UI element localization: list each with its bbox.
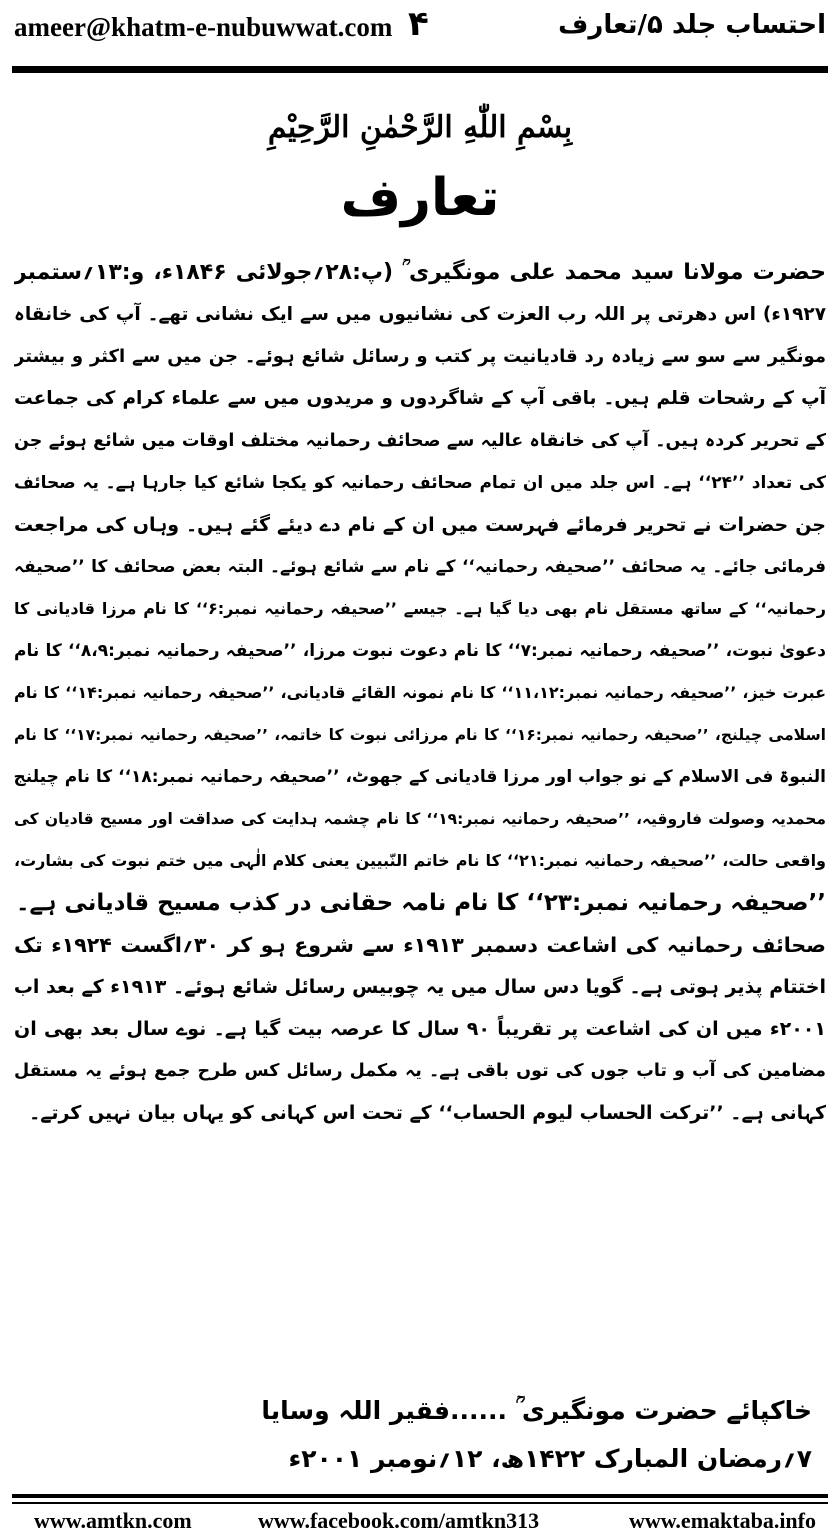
footer-link-emaktaba[interactable]: www.emaktaba.info	[628, 1508, 816, 1533]
footer-link-facebook[interactable]: www.facebook.com/amtkn313	[258, 1508, 540, 1533]
signature-date: ۷؍رمضان المبارک ۱۴۲۲ھ، ۱۲؍نومبر ۲۰۰۱ء	[288, 1444, 812, 1473]
body-line: کی تعداد ’’۲۴‘‘ ہے۔ اس جلد میں ان تمام صحائف رحمانیہ کو یکجا شائع کیا جارہا ہے۔ یہ صحائف	[14, 473, 826, 493]
header-book-title: احتساب جلد ۵/تعارف	[558, 10, 826, 40]
body-line: محمدیہ وصولت فاروقیہ، ’’صحیفہ رحمانیہ نمبر:۱۹‘‘ کا نام چشمہ ہدایت کی صداقت اور مسیح قادیان کی	[14, 810, 826, 828]
body-line: واقعی حالت، ’’صحیفہ رحمانیہ نمبر:۲۱‘‘ کا نام خاتم النّبیین یعنی کلام الٰہی میں ختم نبوت کی بشارت،	[14, 851, 826, 870]
body-line: صحائف رحمانیہ کی اشاعت دسمبر ۱۹۱۳ء سے شروع ہو کر ۳۰؍اگست ۱۹۲۴ء تک	[14, 933, 826, 957]
body-line: ۲۰۰۱ء میں ان کی اشاعت پر تقریباً ۹۰ سال کا عرصہ بیت گیا ہے۔ نوے سال بعد بھی ان	[14, 1018, 826, 1040]
header-email: ameer@khatm-e-nubuwwat.com	[14, 12, 393, 42]
footer-link-amtkn[interactable]: www.amtkn.com	[34, 1508, 192, 1533]
page-number: ۴	[408, 4, 429, 44]
body-line: دعویٰ نبوت، ’’صحیفہ رحمانیہ نمبر:۷‘‘ کا نام دعوت نبوت مرزا، ’’صحیفہ رحمانیہ نمبر:۸،۹‘‘ کا نام	[14, 641, 826, 661]
date-line	[0, 1444, 826, 1473]
body-line: ’’صحیفہ رحمانیہ نمبر:۲۳‘‘ کا نام نامہ حقانی در کذب مسیح قادیانی ہے۔	[15, 890, 826, 916]
footer-rule-thin	[12, 1502, 828, 1504]
body-line: مونگیر سے سو سے زیادہ رد قادیانیت پر کتب و رسائل شائع ہوئے۔ جن میں سے اکثر و بیشتر	[14, 346, 826, 367]
body-line: رحمانیہ‘‘ کے ساتھ مستقل نام بھی دیا گیا ہے۔ جیسے ’’صحیفہ رحمانیہ نمبر:۶‘‘ کا نام مرزا قادیانی کا	[14, 599, 826, 618]
body-line: کے تحریر کردہ ہیں۔ آپ کی خانقاہ عالیہ سے صحائف رحمانیہ مختلف اوقات میں شائع ہوئے جن	[14, 431, 826, 451]
body-line: آپ کے رشحات قلم ہیں۔ باقی آپ کے شاگردوں و مریدوں میں سے علماء کرام کی جماعت	[14, 388, 826, 409]
body-text	[14, 252, 826, 1134]
body-line: عبرت خیز، ’’صحیفہ رحمانیہ نمبر:۱۱،۱۲‘‘ کا نام نمونہ القائے قادیانی، ’’صحیفہ رحمانیہ نمبر:۱۴‘‘ کا نام	[14, 683, 826, 702]
footer	[12, 1508, 828, 1538]
body-line: اختتام پذیر ہوتی ہے۔ گویا دس سال میں یہ چوبیس رسائل شائع ہوئے۔ ۱۹۱۳ء کے بعد اب	[14, 976, 826, 998]
bismillah: بِسْمِ اللّٰهِ الرَّحْمٰنِ الرَّحِيْمِ	[267, 110, 573, 145]
page-title: تعارف	[340, 168, 500, 228]
signature-text: خاکپائے حضرت مونگیری ؒ ......فقیر اللہ وسایا	[261, 1396, 812, 1425]
body-line: مضامین کی آب و تاب جوں کی توں باقی ہے۔ یہ مکمل رسائل کس طرح جمع ہوئے یہ مستقل	[14, 1061, 826, 1081]
signature-line	[0, 1396, 826, 1426]
body-line: ۱۹۲۷ء) اس دھرتی پر اللہ رب العزت کی نشانیوں میں سے ایک نشانی تھے۔ آپ کی خانقاہ	[14, 304, 826, 325]
body-line: حضرت مولانا سید محمد علی مونگیری ؒ (پ:۲۸؍جولائی ۱۸۴۶ء، و:۱۳؍ستمبر	[14, 260, 826, 285]
footer-rule	[12, 1494, 828, 1498]
header-rule	[12, 66, 828, 73]
body-line: اسلامی چیلنج، ’’صحیفہ رحمانیہ نمبر:۱۶‘‘ کا نام مرزائی نبوت کا خاتمہ، ’’صحیفہ رحمانیہ نمبر:۱۷‘‘ کا نام	[14, 726, 826, 744]
body-line: جن حضرات نے تحریر فرمائے فہرست میں ان کے نام دے دیئے گئے ہیں۔ وہاں کی مراجعت	[14, 514, 826, 536]
body-line: فرمائی جائے۔ یہ صحائف ’’صحیفہ رحمانیہ‘‘ کے نام سے شائع ہوئے۔ البتہ بعض صحائف کا ’’صحیفہ	[14, 557, 826, 577]
body-line: کہانی ہے۔ ’’ترکت الحساب لیوم الحساب‘‘ کے تحت اس کہانی کو یہاں بیان نہیں کرتے۔	[29, 1102, 826, 1124]
body-line: النبوۃ فی الاسلام کے نو جواب اور مرزا قادیانی کے جھوٹ، ’’صحیفہ رحمانیہ نمبر:۱۸‘‘ کا نام چیلنج	[14, 767, 826, 787]
